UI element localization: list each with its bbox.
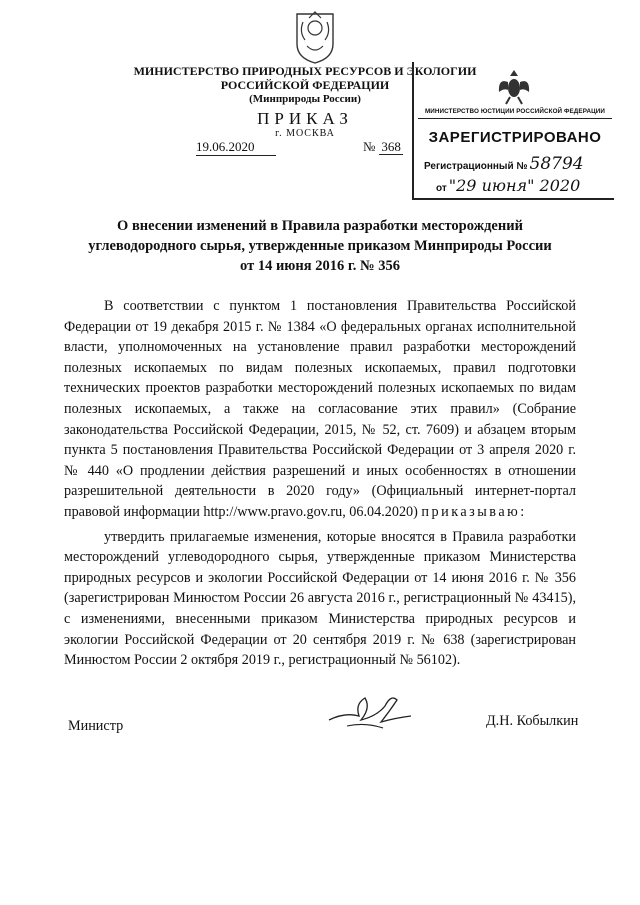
title-line-1: О внесении изменений в Правила разработки месторождений [117,218,523,234]
eagle-emblem-icon [496,66,532,106]
stamp-header: МИНИСТЕРСТВО ЮСТИЦИИ РОССИЙСКОЙ ФЕДЕРАЦИИ [418,108,612,119]
document-type: ПРИКАЗ [257,109,353,128]
document-body [64,296,576,671]
order-date: 19.06.2020 [196,139,276,156]
signature-icon [325,686,415,736]
reg-date-label: от [436,183,447,194]
city: г. МОСКВА [275,128,335,139]
number-prefix: № [363,139,376,154]
stamp-reg-date [436,176,606,195]
ministry-line-2: РОССИЙСКОЙ ФЕДЕРАЦИИ [220,78,390,92]
stamp-reg-number [424,154,614,174]
reg-number-value: 58794 [529,154,584,174]
title-line-2: углеводородного сырья, утвержденные приказом Минприроды России [88,238,552,254]
order-number [363,139,403,155]
reg-number-label: Регистрационный № [424,161,528,172]
title-line-3: от 14 июня 2016 г. № 356 [240,258,400,274]
document-title [70,216,570,276]
paragraph-2: утвердить прилагаемые изменения, которые вносятся в Правила разработки месторождений углеводородного сырья, утвержденные приказом Министерства природных ресурсов и экологии Российской Федерации от 14 июня 2016 г. № 356 (зарегистрирован Минюстом России 26 августа 2016 г., регистрационный № 43415), с изменениями, внесенными приказом Министерства природных ресурсов и экологии Российской Федерации от 20 сентября 2019 г. № 638 (зарегистрирован Минюстом России 2 октября 2019 г., регистрационный № 56102). [64,528,576,669]
paragraph-1-text: В соответствии с пунктом 1 постановления Правительства Российской Федерации от 19 декабря 2015 г. № 1384 «О федеральных органах исполнительной власти, уполномоченных на установление правил разработки месторождений полезных ископаемых по видам полезных ископаемых, правил подготовки технических проектов разработки месторождений полезных ископаемых по видам полезных ископаемых, а также на согласование этих правил» (Собрание законодательства Российской Федерации, 2015, № 52, ст. 7609) и абзацем вторым пункта 5 постановления Правительства Российской Федерации от 3 апреля 2020 г. № 440 «О продлении действия разрешений и иных особенностях в отношении разрешительной деятельности в 2020 году» (Официальный интернет-портал правовой информации http://www.pravo.gov.ru, 06.04.2020) [64,298,576,520]
stamp-status: ЗАРЕГИСТРИРОВАНО [428,129,602,146]
ministry-line-1: МИНИСТЕРСТВО ПРИРОДНЫХ РЕСУРСОВ И ЭКОЛОГИИ [133,64,477,78]
signatory-name: Д.Н. Кобылкин [486,713,579,729]
signatory-role: Министр [68,718,124,734]
paragraph-1 [64,296,576,523]
reg-date-value: "29 июня" 2020 [448,176,581,195]
registration-stamp [412,62,614,200]
number-value: 368 [381,139,401,154]
ministry-short-name: (Минприроды России) [249,93,361,105]
order-word: приказываю: [421,503,527,520]
coat-of-arms-icon [293,6,337,64]
